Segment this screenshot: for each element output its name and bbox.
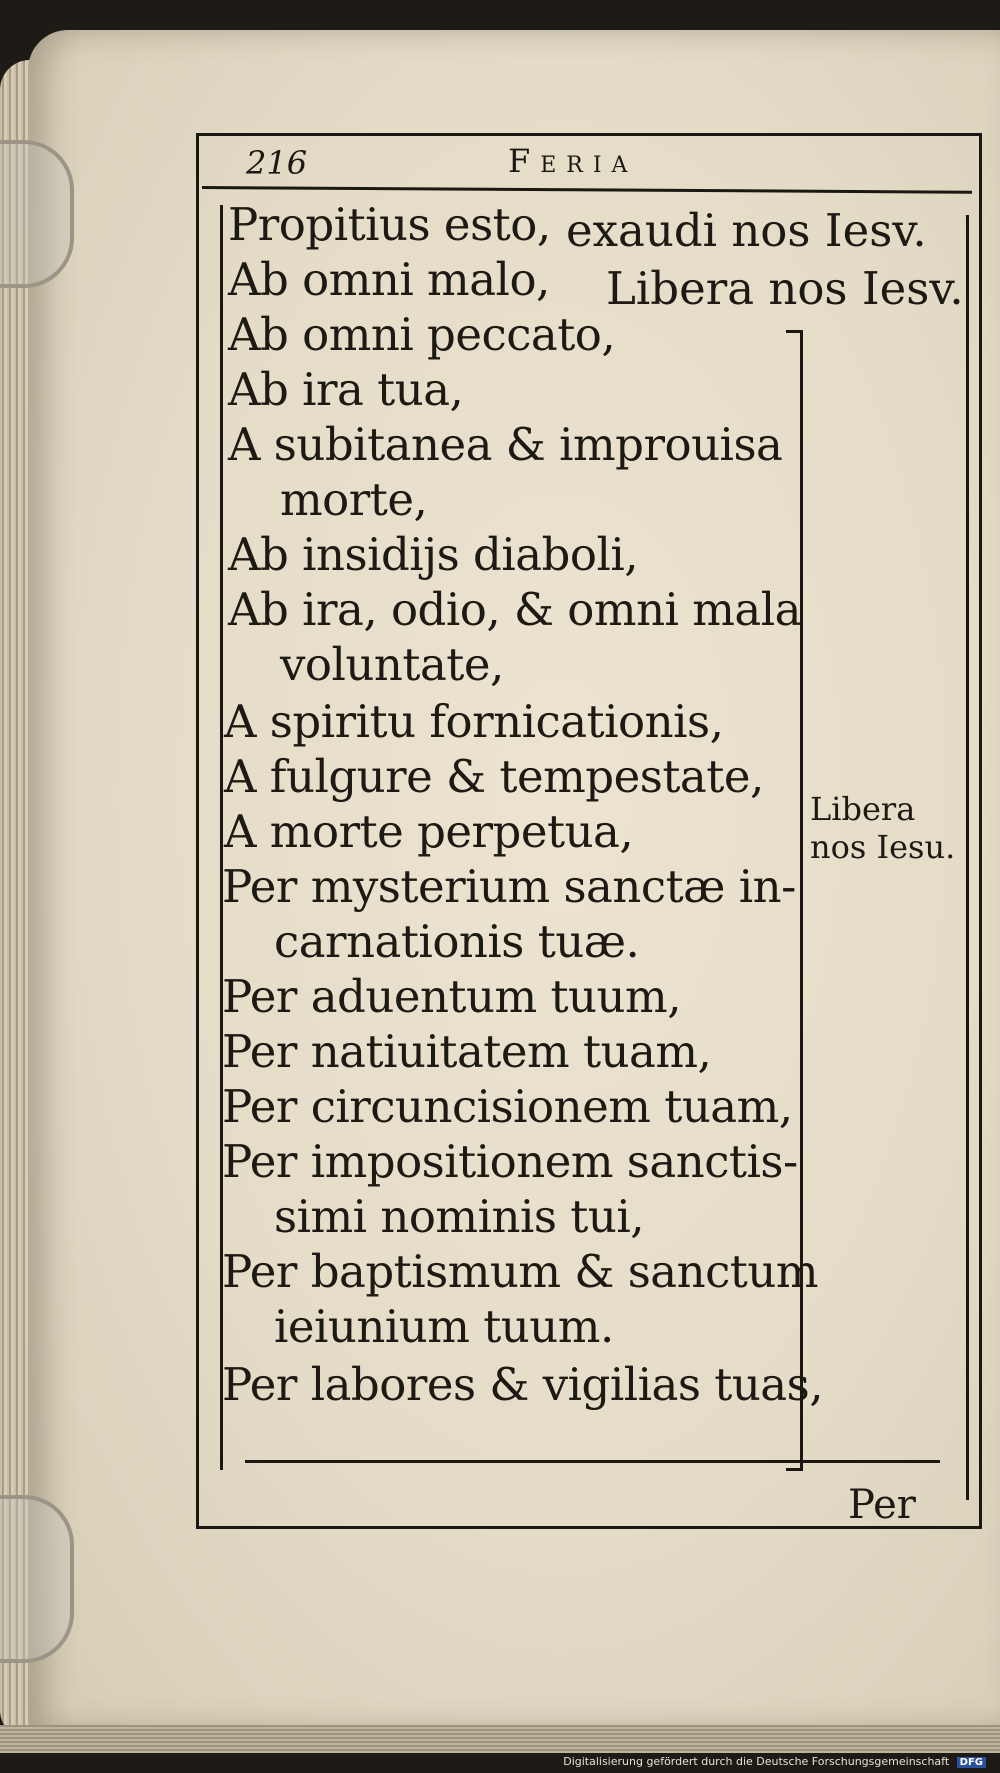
litany-line: Per impositionem sanctis-	[222, 1135, 798, 1188]
litany-line: A subitanea & improuisa	[228, 418, 783, 471]
litany-line: Ab ira, odio, & omni mala	[228, 583, 801, 636]
side-response	[810, 790, 955, 866]
litany-line: A fulgure & tempestate,	[224, 750, 764, 803]
credit-text: Digitalisierung gefördert durch die Deutsche Forschungsgemeinschaft	[563, 1755, 950, 1768]
litany-line: Ab ira tua,	[228, 363, 464, 416]
litany-line: Per natiuitatem tuam,	[222, 1025, 712, 1078]
page-clip-top	[0, 140, 74, 288]
dfg-logo: DFG	[957, 1757, 986, 1768]
inner-right-rule	[966, 215, 969, 1500]
response-libera: Libera nos Iesv.	[606, 262, 964, 315]
litany-line: Ab omni malo,	[228, 253, 550, 306]
litany-line: A spiritu fornicationis,	[224, 695, 724, 748]
side-response-line: Libera	[810, 790, 916, 828]
litany-line: Ab insidijs diaboli,	[228, 528, 639, 581]
litany-line: Per aduentum tuum,	[222, 970, 681, 1023]
litany-line: morte,	[280, 473, 428, 526]
litany-line: A morte perpetua,	[224, 805, 634, 858]
bottom-rule	[245, 1460, 940, 1463]
digitization-credit	[559, 1754, 990, 1769]
page-number: 216	[246, 144, 308, 182]
litany-line: voluntate,	[280, 638, 504, 691]
response-exaudi: exaudi nos Iesv.	[566, 204, 927, 257]
litany-line: Per circuncisionem tuam,	[222, 1080, 793, 1133]
page-clip-bottom	[0, 1495, 74, 1663]
litany-line: carnationis tuæ.	[274, 915, 640, 968]
litany-line: Ab omni peccato,	[228, 308, 616, 361]
litany-line: Per labores & vigilias tuas,	[222, 1358, 824, 1411]
page-title: Feria	[508, 142, 638, 180]
litany-line: Per baptismum & sanctum	[222, 1245, 819, 1298]
litany-line: simi nominis tui,	[274, 1190, 645, 1243]
catchword: Per	[848, 1482, 916, 1528]
litany-line: Propitius esto,	[228, 198, 551, 251]
running-head	[198, 132, 958, 182]
book-bottom-edges	[0, 1725, 1000, 1753]
litany-line: ieiunium tuum.	[274, 1300, 614, 1353]
litany-line: Per mysterium sanctæ in-	[222, 860, 796, 913]
side-response-line: nos Iesu.	[810, 828, 956, 866]
